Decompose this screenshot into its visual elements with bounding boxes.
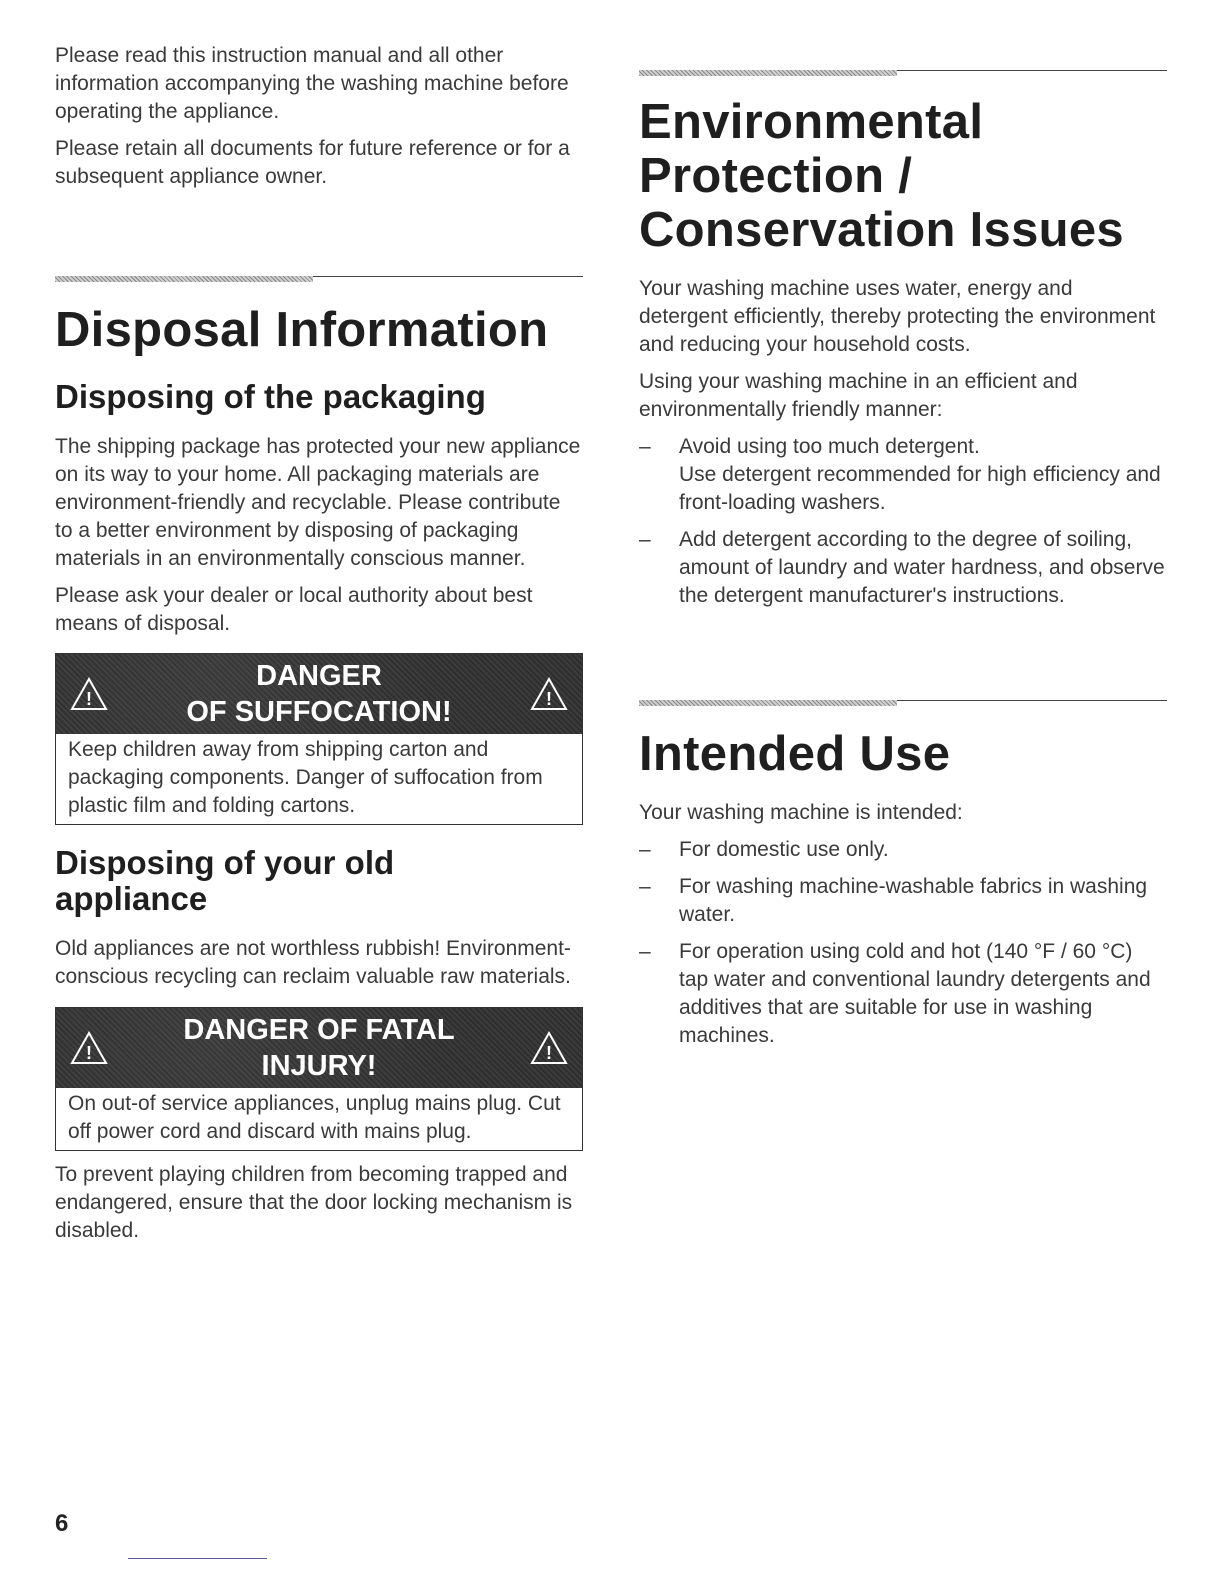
list-item-line-2: Use detergent recommended for high efficiency and front-loading washers. [679,463,1161,514]
intro-paragraph-1: Please read this instruction manual and all other information accompanying the washing machine before operating the appliance. [55,44,569,123]
warning-header [56,654,582,734]
environment-paragraph-2: Using your washing machine in an efficient and environmentally friendly manner: [639,370,1078,421]
disposal-section [55,276,583,1245]
old-appliance-heading-line-2: appliance [55,880,208,917]
fatal-injury-warning [55,1007,583,1151]
intended-use-section [639,700,1167,1050]
packaging-paragraph-1: The shipping package has protected your new appliance on its way to your home. All packaging materials are environment-friendly and recyclable. Please contribute to a better environment by disposing of packaging materials in an environmentally conscious manner. [55,435,581,570]
warning-header [56,1008,582,1088]
intro-paragraph-2: Please retain all documents for future reference or for a subsequent appliance owner. [55,137,570,188]
footer-rule [128,1558,267,1559]
list-item [639,433,1167,517]
intended-use-title: Intended Use [639,727,951,781]
suffocation-warning [55,653,583,825]
intended-use-paragraph: Your washing machine is intended: [639,801,963,824]
list-item [639,938,1167,1050]
old-appliance-paragraph: Old appliances are not worthless rubbish! Environment-conscious recycling can reclaim valuable raw materials. [55,937,571,988]
list-item [639,836,1167,864]
svg-text:!: ! [546,689,552,709]
list-item [639,526,1167,610]
warning-title-line-2: INJURY! [261,1050,377,1082]
environment-title-line-1: Environmental [639,95,984,149]
list-item-line-1: Avoid using too much detergent. [679,435,980,458]
environment-title-line-2: Protection / [639,149,913,203]
disposal-title: Disposal Information [55,303,549,357]
warning-body: Keep children away from shipping carton and packaging components. Danger of suffocation from plastic film and folding cartons. [68,738,543,817]
environment-title-line-3: Conservation Issues [639,203,1124,257]
list-dash: – [639,528,651,551]
svg-text:!: ! [86,689,92,709]
list-item-text: For domestic use only. [679,838,889,861]
list-dash: – [639,838,651,861]
list-item-text: For washing machine-washable fabrics in washing water. [679,875,1148,926]
old-appliance-heading-line-1: Disposing of your old [55,844,395,881]
warning-title-line-1: DANGER [256,660,382,692]
warning-title-line-1: DANGER OF FATAL [183,1014,455,1046]
list-dash: – [639,940,651,963]
list-dash: – [639,435,651,458]
old-appliance-heading [55,845,583,917]
warning-triangle-icon [530,1031,568,1065]
page-number: 6 [55,1510,69,1537]
packaging-paragraph-2: Please ask your dealer or local authority about best means of disposal. [55,584,533,635]
packaging-heading: Disposing of the packaging [55,378,486,415]
environment-title [639,95,1167,257]
environment-list [639,433,1167,610]
warning-triangle-icon [530,677,568,711]
svg-text:!: ! [86,1043,92,1063]
section-rule [639,70,1167,77]
closing-paragraph: To prevent playing children from becoming trapped and endangered, ensure that the door locking mechanism is disabled. [55,1163,573,1242]
warning-triangle-icon [70,1031,108,1065]
list-item-line-1: Add detergent according to the degree of soiling, amount of laundry and water hardness, and observe the detergent manufacturer's instructions. [679,528,1165,607]
warning-triangle-icon [70,677,108,711]
section-rule [639,700,1167,707]
intended-use-list [639,836,1167,1050]
list-dash: – [639,875,651,898]
environment-section [639,70,1167,610]
warning-title-line-2: OF SUFFOCATION! [186,696,452,728]
intro-section [55,42,583,191]
environment-paragraph-1: Your washing machine uses water, energy and detergent efficiently, thereby protecting the environment and reducing your household costs. [639,277,1156,356]
section-rule [55,276,583,283]
list-item-text: For operation using cold and hot (140 °F / 60 °C) tap water and conventional laundry detergents and additives that are suitable for use in washing machines. [679,940,1151,1047]
svg-text:!: ! [546,1043,552,1063]
list-item [639,873,1167,929]
warning-body: On out-of service appliances, unplug mains plug. Cut off power cord and discard with mains plug. [68,1092,561,1143]
